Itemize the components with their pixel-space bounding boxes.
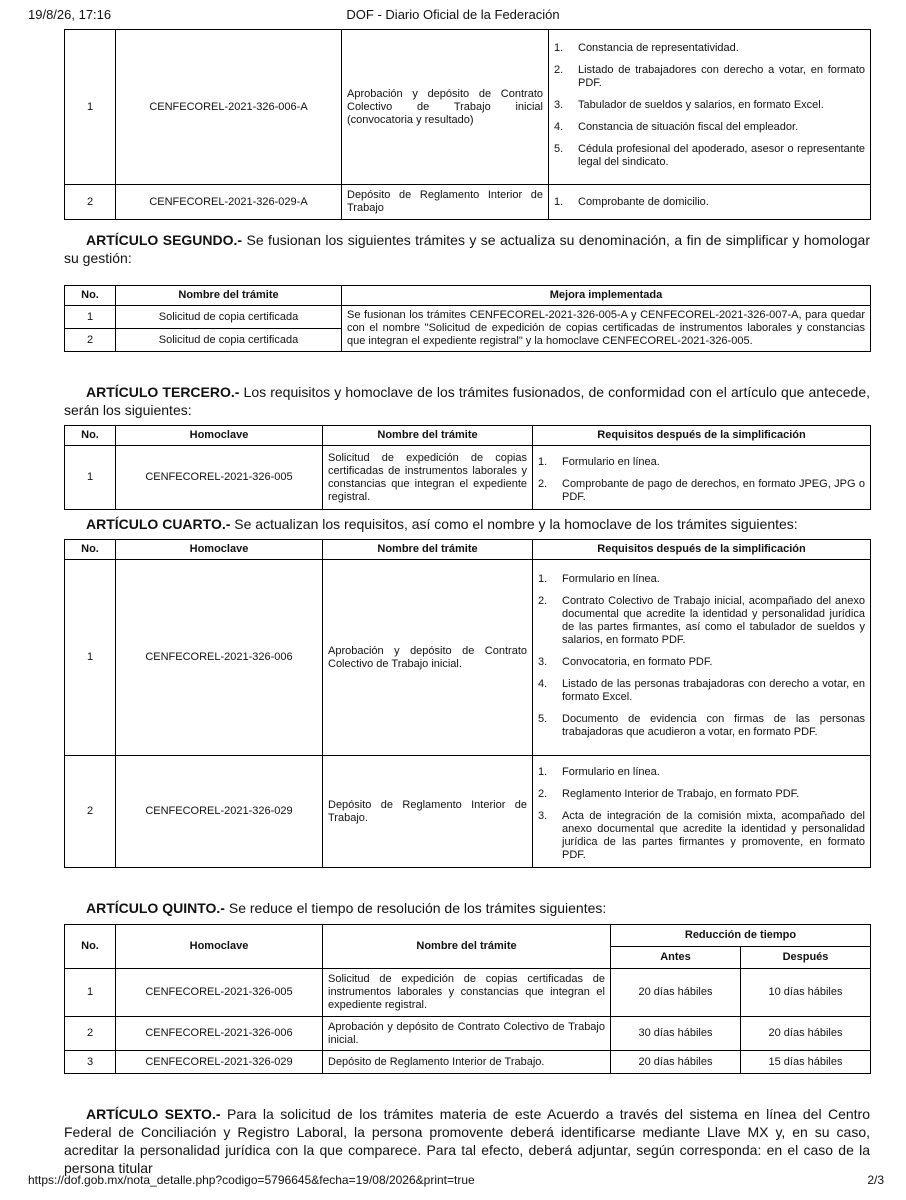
despues-cell: 20 días hábiles	[741, 1017, 871, 1051]
tramite-name-cell: Solicitud de expedición de copias certificadas de instrumentos laborales y constancias que integran el expediente registral.	[323, 446, 533, 510]
list-item: 3. Convocatoria, en formato PDF.	[538, 656, 713, 668]
list-item: 4. Listado de las personas trabajadoras con derecho a votar, en formato Excel.	[538, 678, 865, 703]
table-row	[65, 185, 871, 220]
list-item: 5. Cédula profesional del apoderado, asesor o representante legal del sindicato.	[554, 143, 865, 168]
list-item: 5. Documento de evidencia con firmas de las personas trabajadoras que acudieron a votar, en formato PDF.	[538, 713, 865, 738]
requisitos-cell	[549, 30, 871, 185]
homoclave-cell: CENFECOREL-2021-326-029	[116, 1051, 323, 1074]
table-row	[65, 560, 871, 756]
article-heading: ARTÍCULO CUARTO.-	[86, 516, 231, 532]
page-url: https://dof.gob.mx/nota_detalle.php?codigo=5796645&fecha=19/08/2026&print=true	[28, 1173, 475, 1187]
homoclave-cell: CENFECOREL-2021-326-006	[116, 1017, 323, 1051]
article-heading: ARTÍCULO QUINTO.-	[86, 900, 225, 916]
row-number: 2	[65, 329, 116, 352]
list-item: 1. Comprobante de domicilio.	[554, 195, 709, 208]
list-item: 2. Comprobante de pago de derechos, en formato JPEG, JPG o PDF.	[538, 477, 865, 503]
homoclave-cell: CENFECOREL-2021-326-006-A	[116, 30, 342, 185]
list-item: 2. Contrato Colectivo de Trabajo inicial, acompañado del anexo documental que acredite la identidad y personalidad jurídica de las partes firmantes, así como el tabulador de sueldos y salarios, en formato PDF.	[538, 595, 865, 646]
tercero-table	[64, 425, 871, 510]
row-number: 1	[65, 306, 116, 329]
homoclave-cell: CENFECOREL-2021-326-029-A	[116, 185, 342, 220]
requisitos-cell	[549, 185, 871, 220]
row-number: 1	[65, 446, 116, 510]
column-header: No.	[65, 426, 116, 446]
column-header: Reducción de tiempo	[611, 925, 871, 947]
column-header: Requisitos después de la simplificación	[533, 540, 871, 560]
article-heading: ARTÍCULO SEGUNDO.-	[86, 232, 243, 248]
table-row	[65, 1051, 871, 1074]
column-header: Mejora implementada	[342, 286, 871, 306]
table-header-row	[65, 925, 871, 947]
tramite-name-cell: Depósito de Reglamento Interior de Trabajo.	[323, 756, 533, 868]
article-heading: ARTÍCULO SEXTO.-	[86, 1106, 221, 1122]
row-number: 1	[65, 969, 116, 1017]
column-header: Homoclave	[116, 925, 323, 969]
homoclave-cell: CENFECOREL-2021-326-029	[116, 756, 323, 868]
row-number: 1	[65, 560, 116, 756]
table-row	[65, 306, 871, 329]
column-header: Homoclave	[116, 540, 323, 560]
column-header: No.	[65, 286, 116, 306]
print-header	[28, 7, 878, 23]
row-number: 2	[65, 185, 116, 220]
table-row	[65, 756, 871, 868]
tramite-name-cell: Aprobación y depósito de Contrato Colectivo de Trabajo inicial.	[323, 560, 533, 756]
antes-cell: 30 días hábiles	[611, 1017, 741, 1051]
column-header: Nombre del trámite	[323, 925, 611, 969]
tramite-name-cell: Aprobación y depósito de Contrato Colectivo de Trabajo inicial (convocatoria y resultado)	[342, 30, 549, 185]
table-row	[65, 30, 871, 185]
mejora-cell: Se fusionan los trámites CENFECOREL-2021-326-005-A y CENFECOREL-2021-326-007-A, para quedar con el nombre "Solicitud de expedición de copias certificadas de instrumentos laborales y constancias que integran el expediente registral" y la homoclave CENFECOREL-2021-326-005.	[342, 306, 871, 352]
list-item: 4. Constancia de situación fiscal del empleador.	[554, 121, 799, 133]
antes-cell: 20 días hábiles	[611, 1051, 741, 1074]
tramite-name-cell: Solicitud de copia certificada	[116, 306, 342, 329]
page-number: 2/3	[867, 1173, 884, 1187]
row-number: 2	[65, 756, 116, 868]
requisitos-cell	[533, 446, 871, 510]
row-number: 1	[65, 30, 116, 185]
column-header: Nombre del trámite	[323, 426, 533, 446]
article-text: Los requisitos y homoclave de los trámites fusionados, de conformidad con el artículo que antecede, serán los siguientes:	[64, 384, 870, 418]
table-row	[65, 969, 871, 1017]
homoclave-cell: CENFECOREL-2021-326-005	[116, 969, 323, 1017]
article-text: Se actualizan los requisitos, así como el nombre y la homoclave de los trámites siguientes:	[230, 516, 798, 532]
article-heading: ARTÍCULO TERCERO.-	[86, 384, 240, 400]
list-item: 3. Acta de integración de la comisión mixta, acompañado del anexo documental que acredite la identidad y personalidad jurídica de las partes firmantes y promovente, en formato PDF.	[538, 809, 865, 861]
table-header-row	[65, 286, 871, 306]
column-header: No.	[65, 925, 116, 969]
column-header: Nombre del trámite	[116, 286, 342, 306]
antes-cell: 20 días hábiles	[611, 969, 741, 1017]
column-header: Nombre del trámite	[323, 540, 533, 560]
list-item: 1. Formulario en línea.	[538, 765, 660, 778]
article-text: Se fusionan los siguientes trámites y se actualiza su denominación, a fin de simplificar y homologar su gestión:	[64, 232, 870, 266]
column-header: Homoclave	[116, 426, 323, 446]
column-header: No.	[65, 540, 116, 560]
print-datetime: 19/8/26, 17:16	[28, 7, 112, 22]
list-item: 1. Formulario en línea.	[538, 455, 660, 468]
article-text: Para la solicitud de los trámites materia de este Acuerdo a través del sistema en línea del Centro Federal de Conciliación y Registro Laboral, la persona promovente deberá identificarse mediante Llave MX y, en su caso, acreditar la personalidad jurídica con la que comparece. Para tal efecto, deberá adjuntar, según corresponda: en el caso de la persona titular	[64, 1106, 871, 1176]
homoclave-cell: CENFECOREL-2021-326-006	[116, 560, 323, 756]
requisitos-cell	[533, 560, 871, 756]
articulo-quinto	[64, 899, 870, 917]
column-header: Antes	[611, 947, 741, 969]
tramite-name-cell: Depósito de Reglamento Interior de Trabajo	[342, 185, 549, 220]
despues-cell: 15 días hábiles	[741, 1051, 871, 1074]
list-item: 2. Listado de trabajadores con derecho a votar, en formato PDF.	[554, 64, 865, 89]
table-header-row	[65, 540, 871, 560]
articulo-cuarto	[64, 515, 870, 533]
column-header: Requisitos después de la simplificación	[533, 426, 871, 446]
table-row	[65, 446, 871, 510]
list-item: 1. Constancia de representatividad.	[554, 42, 739, 54]
print-title: DOF - Diario Oficial de la Federación	[346, 7, 560, 22]
tramite-name-cell: Aprobación y depósito de Contrato Colectivo de Trabajo inicial.	[323, 1017, 611, 1051]
row-number: 2	[65, 1017, 116, 1051]
table-row	[65, 1017, 871, 1051]
segundo-table	[64, 285, 871, 352]
tramites-table-continued	[64, 29, 871, 220]
requisitos-cell	[533, 756, 871, 868]
articulo-tercero	[64, 383, 870, 419]
tramite-name-cell: Depósito de Reglamento Interior de Trabajo.	[323, 1051, 611, 1074]
homoclave-cell: CENFECOREL-2021-326-005	[116, 446, 323, 510]
tramite-name-cell: Solicitud de copia certificada	[116, 329, 342, 352]
cuarto-table	[64, 539, 871, 868]
list-item: 2. Reglamento Interior de Trabajo, en formato PDF.	[538, 787, 800, 800]
list-item: 1. Formulario en línea.	[538, 573, 660, 585]
despues-cell: 10 días hábiles	[741, 969, 871, 1017]
tramite-name-cell: Solicitud de expedición de copias certificadas de instrumentos laborales y constancias que integran el expediente registral.	[323, 969, 611, 1017]
list-item: 3. Tabulador de sueldos y salarios, en formato Excel.	[554, 99, 824, 111]
articulo-sexto	[64, 1105, 871, 1176]
row-number: 3	[65, 1051, 116, 1074]
table-header-row	[65, 426, 871, 446]
column-header: Después	[741, 947, 871, 969]
quinto-table	[64, 924, 871, 1074]
articulo-segundo	[64, 231, 870, 267]
article-text: Se reduce el tiempo de resolución de los trámites siguientes:	[224, 900, 607, 916]
